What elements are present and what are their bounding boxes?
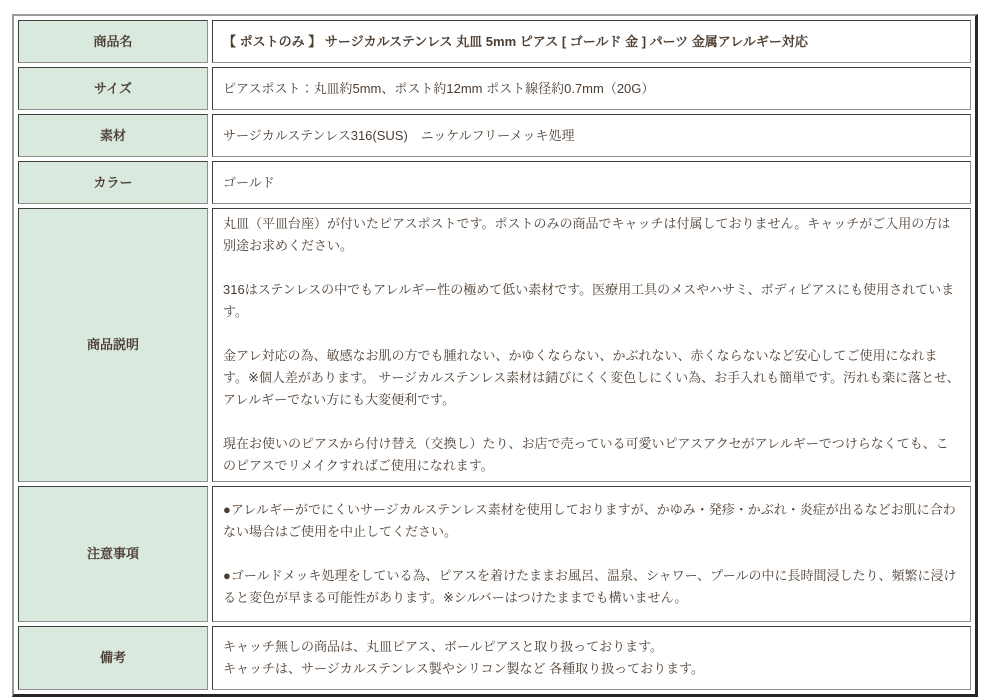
table-row-size [18, 67, 971, 110]
spec-value-material: サージカルステンレス316(SUS) ニッケルフリーメッキ処理 [212, 114, 971, 157]
spec-value-caution [212, 486, 971, 622]
spec-label-product-name: 商品名 [18, 20, 208, 63]
remarks-line: キャッチ無しの商品は、丸皿ピアス、ボールピアスと取り扱っております。 [223, 639, 664, 654]
spec-label-caution: 注意事項 [18, 486, 208, 622]
description-paragraph: 丸皿（平皿台座）が付いたピアスポストです。ポストのみの商品でキャッチは付属しておりません。キャッチがご入用の方は別途お求めください。 [223, 216, 951, 253]
table-row-material [18, 114, 971, 157]
spec-label-color: カラー [18, 161, 208, 204]
spec-value-product-name: 【 ポストのみ 】 サージカルステンレス 丸皿 5mm ピアス [ ゴールド 金 ] パーツ 金属アレルギー対応 [212, 20, 971, 63]
table-row-product-name [18, 20, 971, 63]
caution-paragraph: ●アレルギーがでにくいサージカルステンレス素材を使用しておりますが、かゆみ・発疹・かぶれ・炎症が出るなどお肌に合わない場合はご使用を中止してください。 [223, 502, 956, 539]
table-row-caution [18, 486, 971, 622]
description-paragraph: 金アレ対応の為、敏感なお肌の方でも腫れない、かゆくならない、かぶれない、赤くならないなど安心してご使用になれます。※個人差があります。 サージカルステンレス素材は錆びにくく変色しにくい為、お手入れも簡単です。汚れも楽に落とせ、アレルギーでない方にも大変便利です。 [223, 348, 960, 407]
spec-value-description [212, 208, 971, 482]
product-spec-table [12, 14, 978, 697]
spec-label-description: 商品説明 [18, 208, 208, 482]
spec-label-material: 素材 [18, 114, 208, 157]
spec-label-size: サイズ [18, 67, 208, 110]
description-paragraph: 現在お使いのピアスから付け替え（交換し）たり、お店で売っている可愛いピアスアクセがアレルギーでつけらなくても、このピアスでリメイクすればご使用になれます。 [223, 436, 949, 473]
remarks-line: キャッチは、サージカルステンレス製やシリコン製など 各種取り扱っております。 [223, 661, 705, 676]
spec-value-remarks [212, 626, 971, 690]
spec-label-remarks: 備考 [18, 626, 208, 690]
table-row-remarks [18, 626, 971, 690]
table-row-description [18, 208, 971, 482]
description-paragraph: 316はステンレスの中でもアレルギー性の極めて低い素材です。医療用工具のメスやハサミ、ボディピアスにも使用されています。 [223, 282, 955, 319]
table-row-color [18, 161, 971, 204]
spec-value-size: ピアスポスト：丸皿約5mm、ポスト約12mm ポスト線径約0.7mm（20G） [212, 67, 971, 110]
caution-paragraph: ●ゴールドメッキ処理をしている為、ピアスを着けたままお風呂、温泉、シャワー、プールの中に長時間浸したり、頻繁に浸けると変色が早まる可能性があります。※シルバーはつけたままでも構いません。 [223, 568, 957, 605]
spec-value-color: ゴールド [212, 161, 971, 204]
